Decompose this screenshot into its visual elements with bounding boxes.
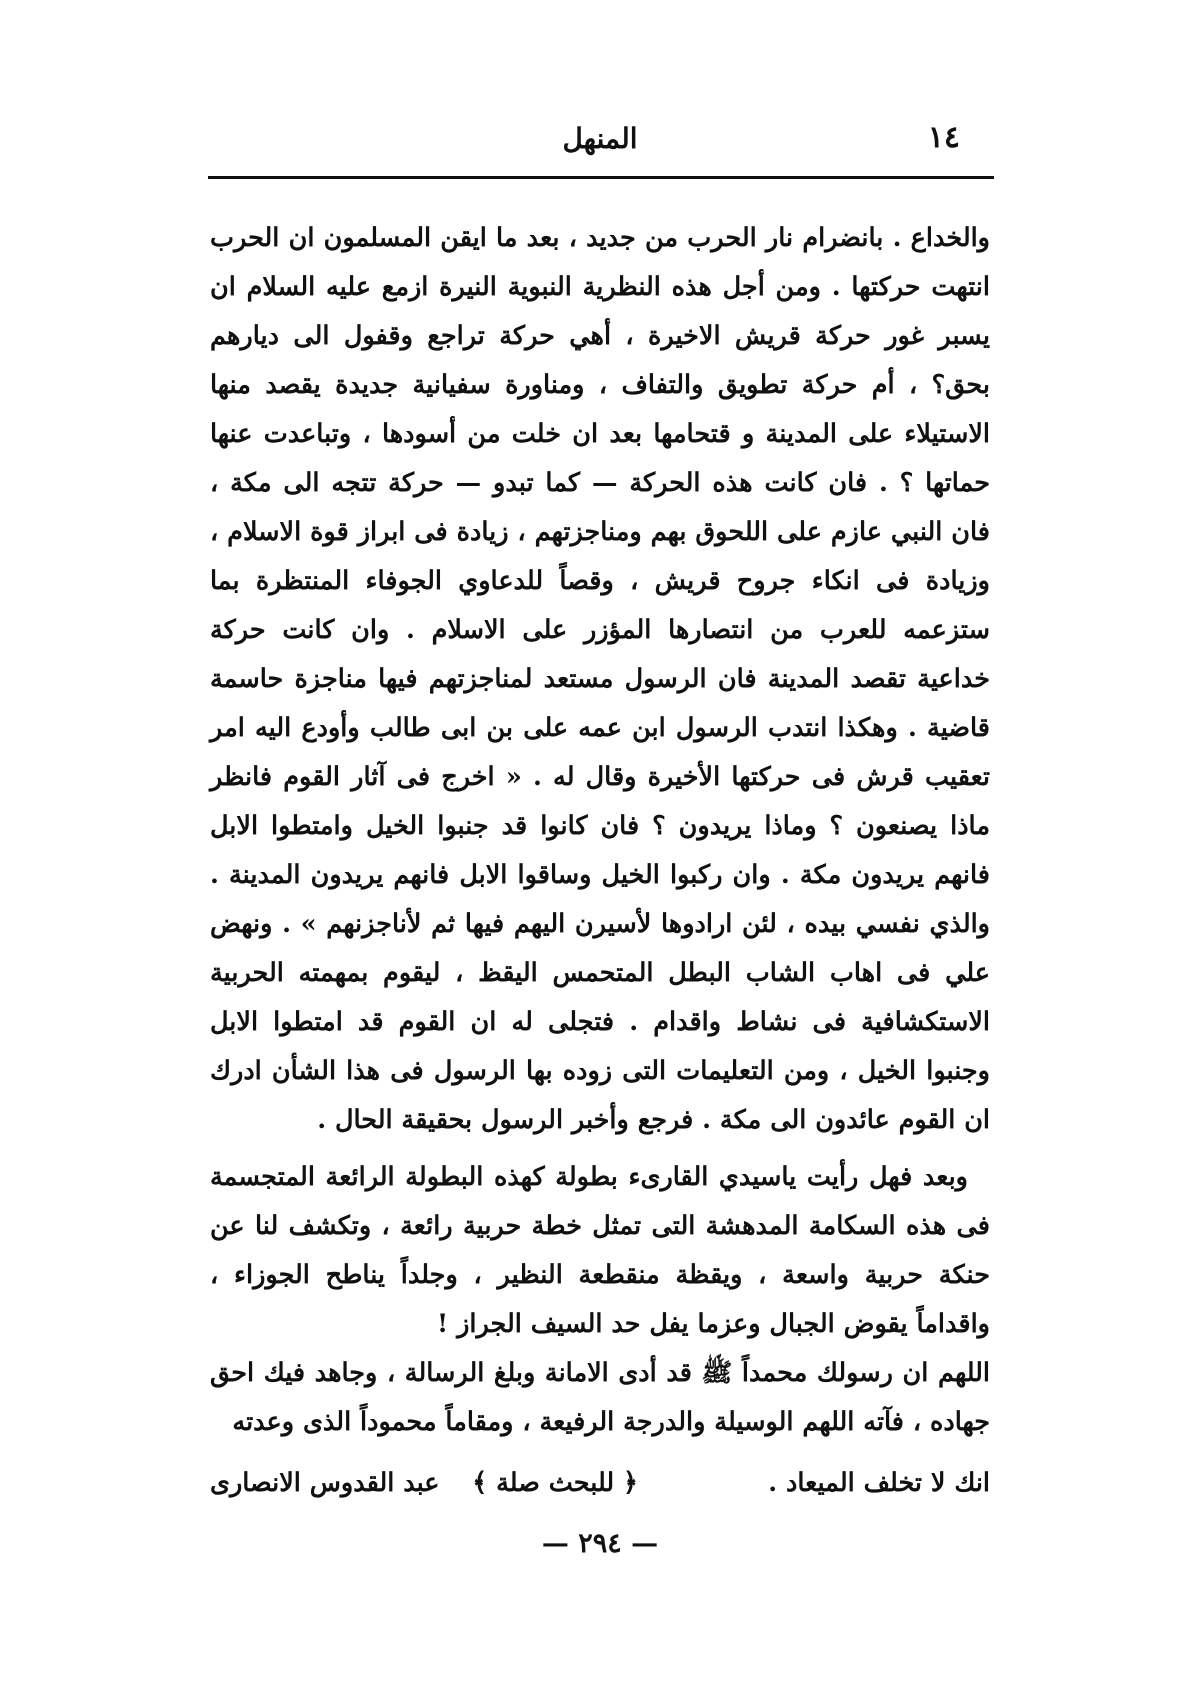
folio-number: — ٢٩٤ — xyxy=(541,1528,659,1559)
page-header xyxy=(212,118,988,166)
journal-title: المنهل xyxy=(562,122,638,155)
closing-text: انك لا تخلف الميعاد . xyxy=(768,1468,990,1498)
paragraph: وبعد فهل رأيت ياسيدي القارىء بطولة كهذه البطولة الرائعة المتجسمة فى هذه السكامة المدهشة التى تمثل خطة حربية رائعة ، وتكشف لنا عن حنكة حربية واسعة ، ويقظة منقطعة النظير ، وجلداً يناطح الجوزاء ، واقداماً يقوض الجبال وعزما يفل حد السيف الجراز ! xyxy=(210,1162,990,1339)
paragraph: والخداع . بانضرام نار الحرب من جديد ، بعد ما ايقن المسلمون ان الحرب انتهت حركتها . ومن أجل هذه النظرية النبوية النيرة ازمع عليه السلام ان يسبر غور حركة قريش الاخيرة ، أهي حركة تراجع وقفول الى ديارهم بحق؟ ، أم حركة تطويق والتفاف ، ومناورة سفيانية جديدة يقصد منها الاستيلاء على المدينة و قتحامها بعد ان خلت من أسودها ، وتباعدت عنها حماتها ؟ . فان كانت هذه الحركة — كما تبدو — حركة تتجه الى مكة ، فان النبي عازم على اللحوق بهم ومناجزتهم ، زيادة فى ابراز قوة الاسلام ، وزيادة فى انكاء جروح قريش ، وقصاً للدعاوي الجوفاء المنتظرة بما ستزعمه للعرب من انتصارها المؤزر على الاسلام . وان كانت حركة خداعية تقصد المدينة فان الرسول مستعد لمناجزتهم فيها مناجزة حاسمة قاضية . وهكذا انتدب الرسول ابن عمه على بن ابى طالب وأودع اليه امر تعقيب قرش فى حركتها الأخيرة وقال له . « اخرج فى آثار القوم فانظر ماذا يصنعون ؟ وماذا يريدون ؟ فان كانوا قد جنبوا الخيل وامتطوا الابل فانهم يريدون مكة . وان ركبوا الخيل وساقوا الابل فانهم يريدون المدينة . والذي نفسي بيده ، لئن ارادوها لأسيرن اليهم فيها ثم لأناجزنهم » . ونهض علي فى اهاب الشاب البطل المتحمس اليقظ ، ليقوم بمهمته الحربية الاستكشافية فى نشاط واقدام . فتجلى له ان القوم قد امتطوا الابل وجنبوا الخيل ، ومن التعليمات التى زوده بها الرسول فى هذا الشأن ادرك ان القوم عائدون الى مكة . فرجع وأخبر الرسول بحقيقة الحال . xyxy=(210,223,990,1135)
paragraph: اللهم ان رسولك محمداً ﷺ قد أدى الامانة وبلغ الرسالة ، وجاهد فيك احق جهاده ، فآته اللهم الوسيلة والدرجة الرفيعة ، ومقاماً محموداً الذى وعدته xyxy=(210,1358,990,1437)
article-body xyxy=(210,214,990,1447)
continuation-note: ﴿ للبحث صلة ﴾ xyxy=(472,1468,638,1498)
author-name: عبد القدوس الانصارى xyxy=(210,1468,440,1498)
signature-line xyxy=(210,1459,990,1508)
page-number: ١٤ xyxy=(927,120,960,155)
header-rule xyxy=(208,176,994,179)
